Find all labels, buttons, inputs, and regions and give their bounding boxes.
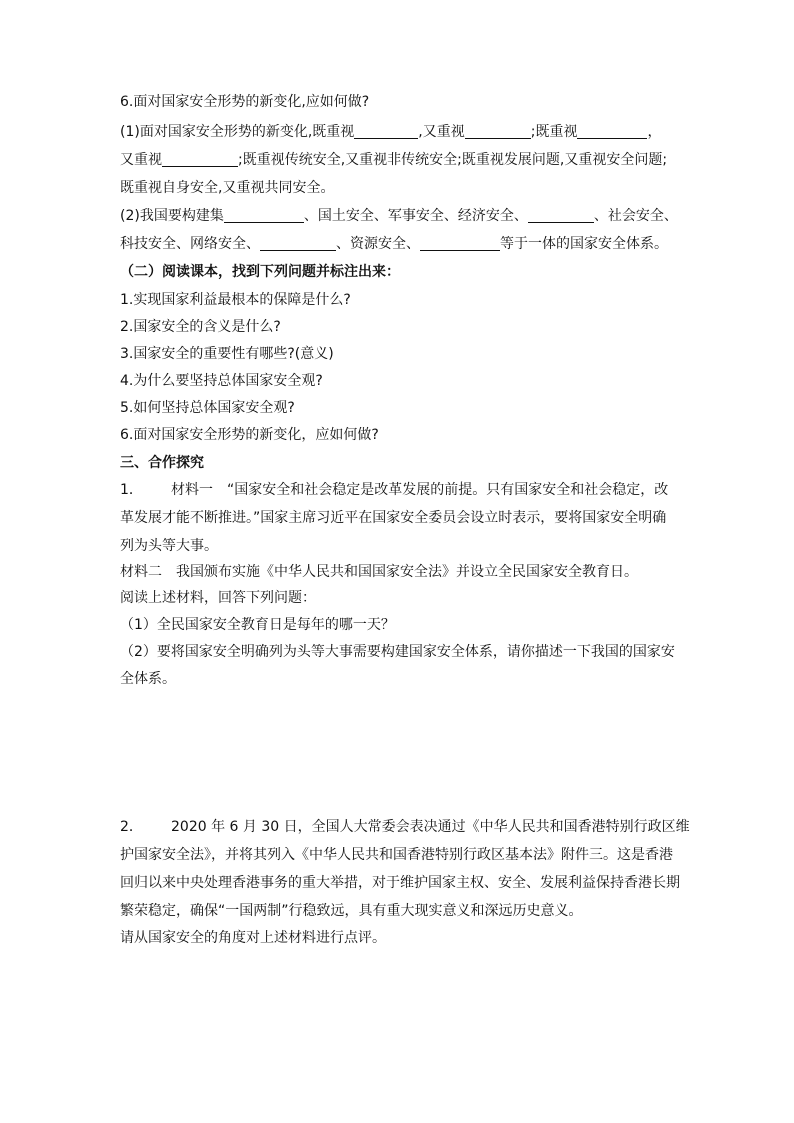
q6-p1-line2 bbox=[120, 151, 680, 169]
text: ;既重视传统安全,又重视非传统安全;既重视发展问题,又重视安全问题; bbox=[238, 152, 668, 168]
question-item: 2.国家安全的含义是什么? bbox=[120, 319, 281, 335]
q6-title: 6.面对国家安全形势的新变化,应如何做? bbox=[120, 94, 370, 110]
fill-blank[interactable] bbox=[528, 208, 594, 223]
q6-p1-line3: 既重视自身安全,又重视共同安全。 bbox=[120, 180, 335, 196]
item1-question2-line2: 全体系。 bbox=[120, 671, 176, 687]
text: (1)面对国家安全形势的新变化,既重视 bbox=[120, 124, 355, 140]
text: 2020 年 6 月 30 日，全国人大常委会表决通过《中华人民共和国香港特别行政区维 bbox=[171, 819, 690, 835]
item2-line5: 请从国家安全的角度对上述材料进行点评。 bbox=[120, 930, 386, 946]
section-two-heading: （二）阅读课本，找到下列问题并标注出来： bbox=[120, 264, 400, 280]
item2-line2: 护国家安全法》，并将其列入《中华人民共和国香港特别行政区基本法》附件三。这是香港 bbox=[120, 847, 673, 863]
item1-question1: （1）全民国家安全教育日是每年的哪一天？ bbox=[120, 617, 395, 633]
text: 、国土安全、军事安全、经济安全、 bbox=[303, 208, 528, 224]
item1-line4: 材料二 我国颁布实施《中华人民共和国国家安全法》并设立全民国家安全教育日。 bbox=[120, 564, 638, 580]
text: ， bbox=[647, 124, 662, 140]
text: (2)我国要构建集 bbox=[120, 208, 224, 224]
question-item: 6.面对国家安全形势的新变化，应如何做? bbox=[120, 427, 379, 443]
item1-line5: 阅读上述材料，回答下列问题： bbox=[120, 590, 316, 606]
item-number: 1． bbox=[120, 482, 143, 498]
fill-blank[interactable] bbox=[260, 236, 336, 251]
q6-p2-line2 bbox=[120, 235, 680, 253]
question-item: 4.为什么要坚持总体国家安全观? bbox=[120, 373, 323, 389]
text: 科技安全、网络安全、 bbox=[120, 236, 260, 252]
q6-p2-line1 bbox=[120, 207, 680, 225]
item1-question2-line1: （2）要将国家安全明确列为头等大事需要构建国家安全体系，请你描述一下我国的国家安 bbox=[120, 644, 675, 660]
text: 又重视 bbox=[120, 152, 162, 168]
text: 、资源安全、 bbox=[336, 236, 420, 252]
item1-line2: 革发展才能不断推进。”国家主席习近平在国家安全委员会设立时表示，要将国家安全明确 bbox=[120, 510, 667, 526]
text: 、社会安全、 bbox=[593, 208, 678, 224]
item1-line3: 列为头等大事。 bbox=[120, 538, 218, 554]
text: 材料一 “国家安全和社会稳定是改革发展的前提。只有国家安全和社会稳定，改 bbox=[171, 482, 669, 498]
fill-blank[interactable] bbox=[577, 124, 647, 139]
section-three-heading: 三、合作探究 bbox=[120, 455, 204, 471]
fill-blank[interactable] bbox=[354, 124, 418, 139]
item-number: 2． bbox=[120, 819, 143, 835]
question-item: 1.实现国家利益最根本的保障是什么? bbox=[120, 292, 351, 308]
text: 等于一体的国家安全体系。 bbox=[500, 236, 668, 252]
question-item: 5.如何坚持总体国家安全观? bbox=[120, 400, 295, 416]
item2-line4: 繁荣稳定，确保“一国两制”行稳致远，具有重大现实意义和深远历史意义。 bbox=[120, 903, 583, 919]
item2-line3: 回归以来中央处理香港事务的重大举措，对于维护国家主权、安全、发展利益保持香港长期 bbox=[120, 875, 680, 891]
text: ;既重视 bbox=[530, 124, 578, 140]
item2-line1 bbox=[120, 818, 690, 836]
text: ,又重视 bbox=[418, 124, 465, 140]
question-item: 3.国家安全的重要性有哪些?(意义) bbox=[120, 346, 334, 362]
fill-blank[interactable] bbox=[420, 236, 500, 251]
fill-blank[interactable] bbox=[224, 208, 304, 223]
fill-blank[interactable] bbox=[162, 152, 238, 167]
q6-p1-line1 bbox=[120, 123, 680, 141]
item1-line1 bbox=[120, 481, 680, 499]
fill-blank[interactable] bbox=[465, 124, 531, 139]
